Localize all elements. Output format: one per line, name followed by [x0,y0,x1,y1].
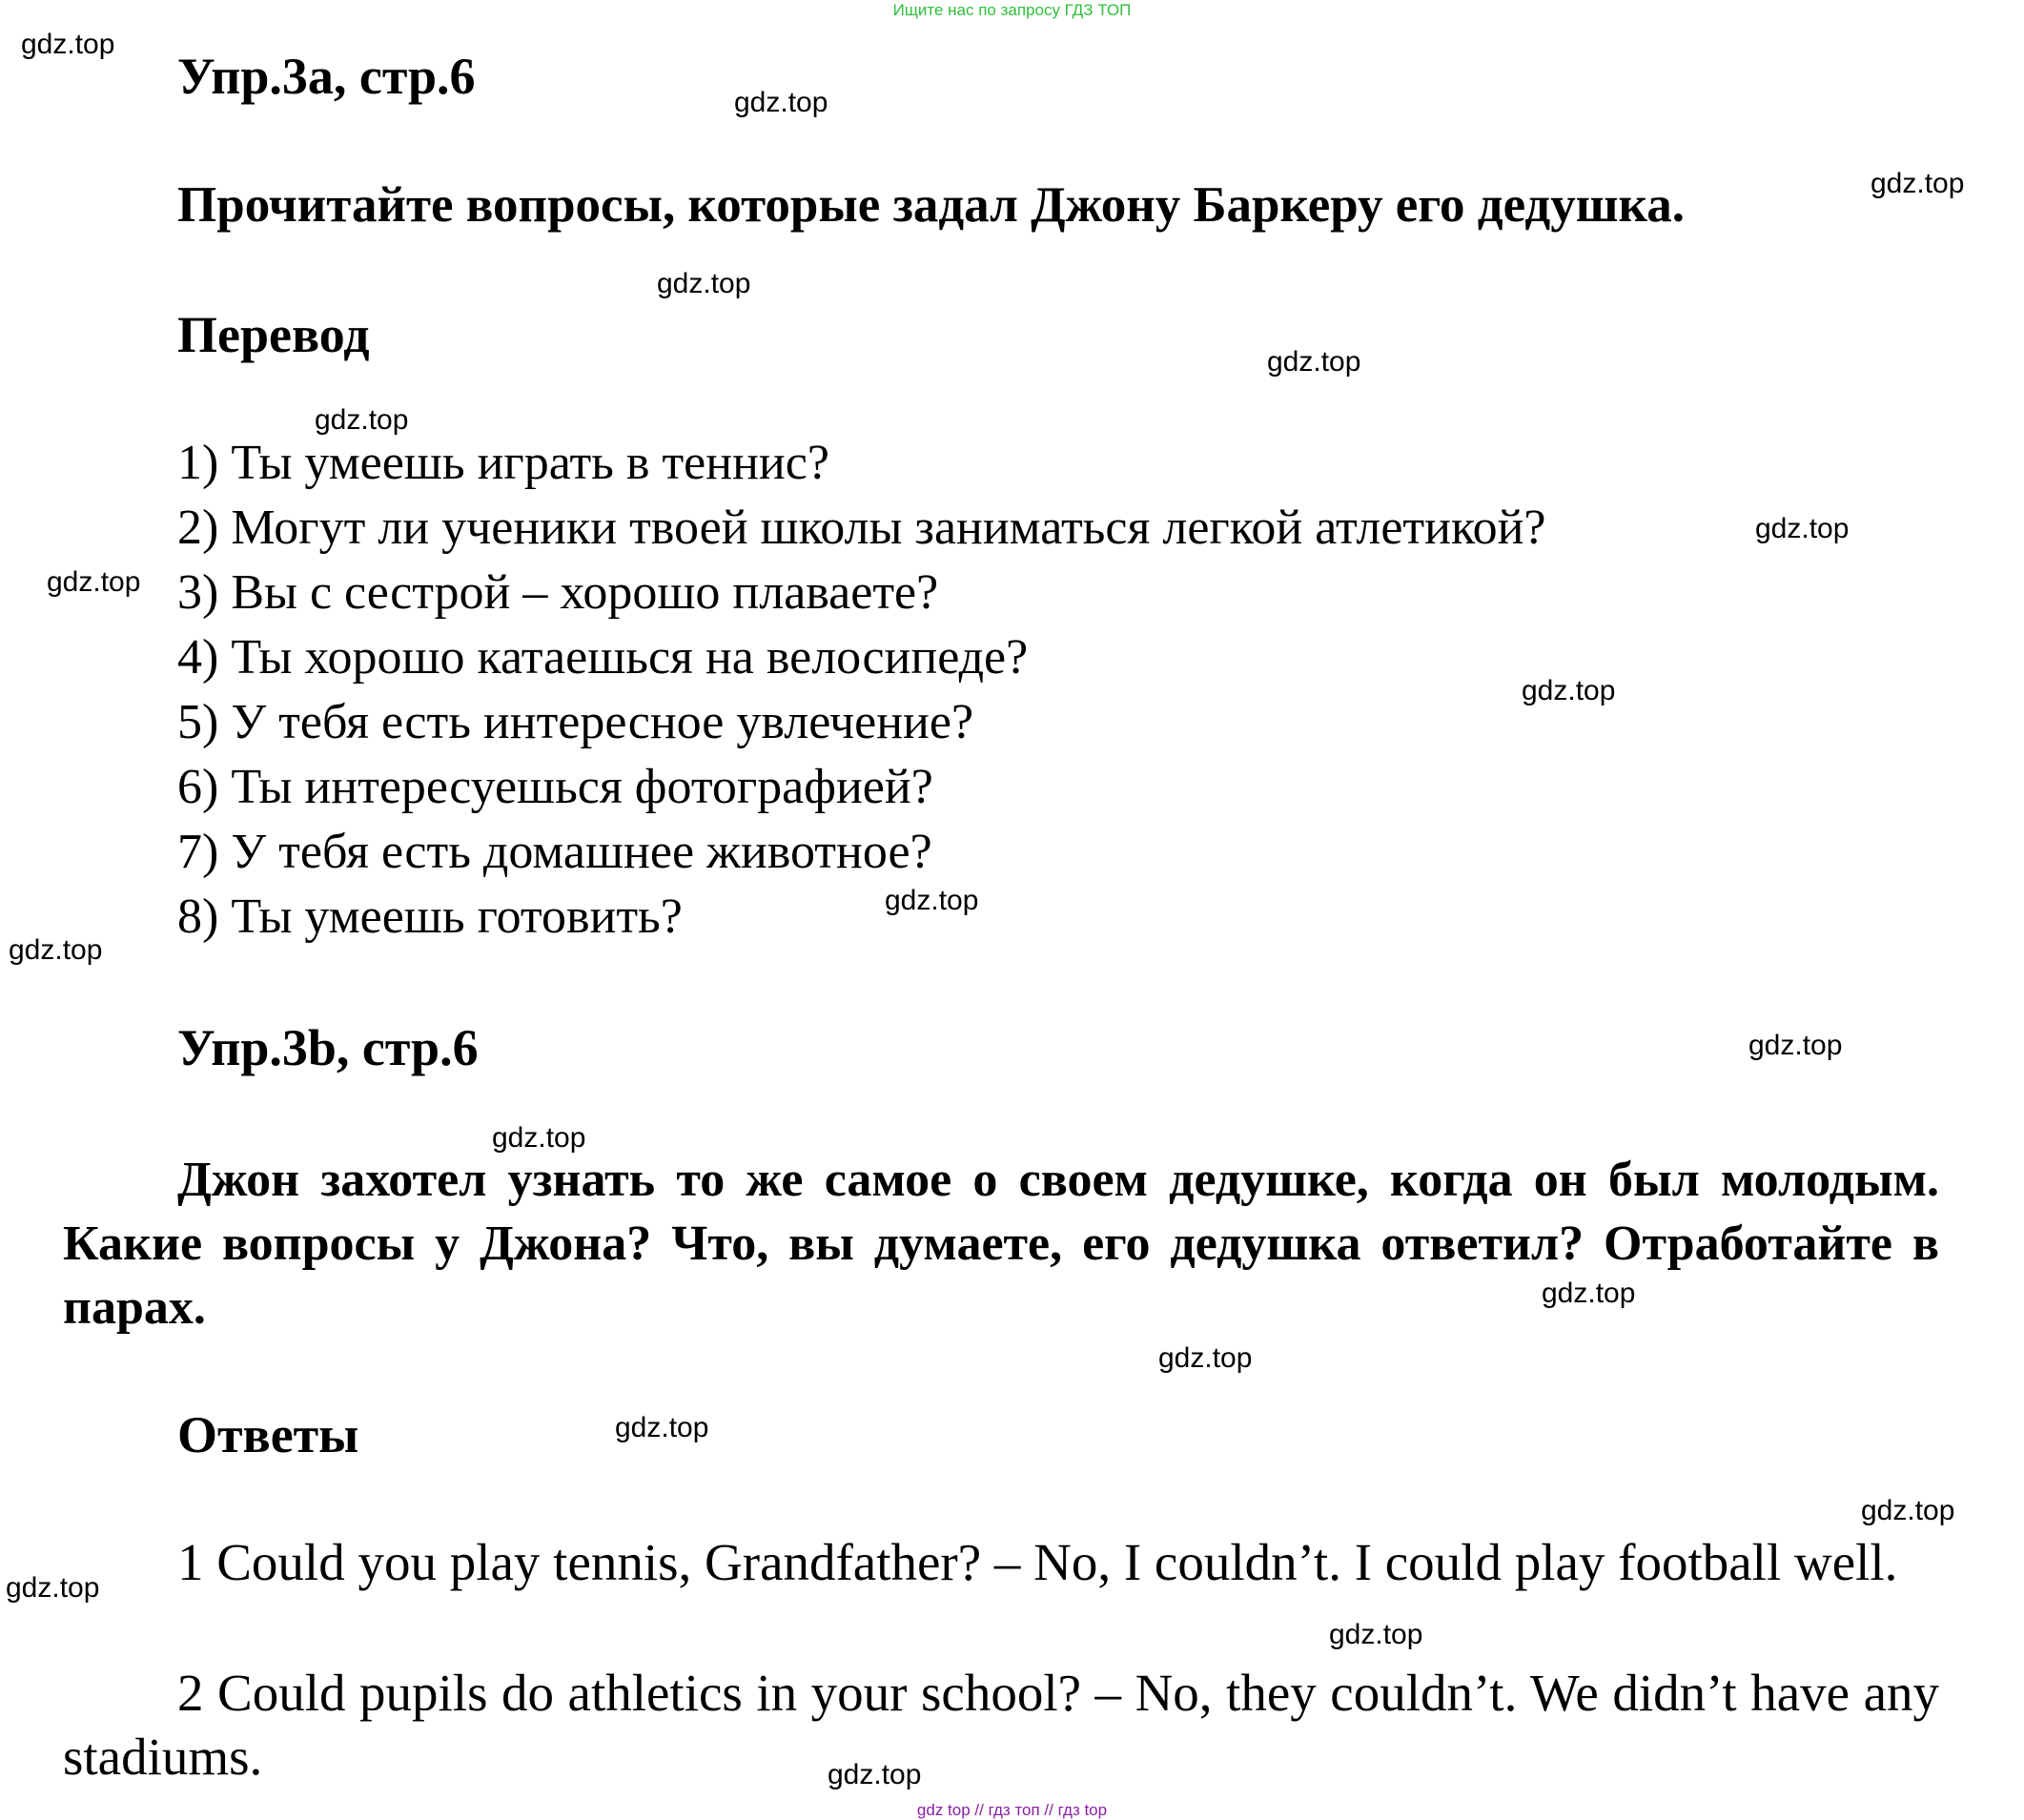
exercise-3b-instruction: Джон захотел узнать то же самое о своем дедушке, когда он был молодым. Какие вопросы у Джона? Что, вы думаете, его дедушка ответил? Отработайте в парах. [63,1153,1939,1335]
question-3: 3) Вы с сестрой – хорошо плаваете? [177,565,939,620]
watermark: gdz.top [885,885,979,916]
question-7: 7) У тебя есть домашнее животное? [177,825,932,879]
answer-1: 1 Could you play tennis, Grandfather? – No, I couldn’t. I could play football well. [177,1533,1898,1591]
watermark: gdz.top [315,404,409,436]
watermark: gdz.top [1861,1495,1955,1526]
watermark: gdz.top [1158,1342,1253,1374]
watermark: gdz.top [21,29,115,60]
question-5: 5) У тебя есть интересное увлечение? [177,695,974,749]
watermark: gdz.top [657,268,751,299]
watermark: gdz.top [1522,675,1616,706]
watermark: gdz.top [615,1412,709,1443]
question-6: 6) Ты интересуешься фотографией? [177,760,933,814]
bottom-banner: gdz top // гдз топ // гдз top [916,1801,1108,1819]
watermark: gdz.top [1748,1030,1843,1061]
watermark: gdz.top [1329,1619,1423,1650]
watermark: gdz.top [9,934,103,966]
exercise-3a-heading: Упр.3a, стр.6 [177,48,476,105]
watermark: gdz.top [6,1572,100,1604]
exercise-3b-heading: Упр.3b, стр.6 [177,1019,479,1076]
watermark: gdz.top [47,566,141,598]
watermark: gdz.top [1267,346,1361,378]
watermark: gdz.top [1755,513,1850,544]
watermark: gdz.top [734,87,828,118]
question-2: 2) Могут ли ученики твоей школы заниматься легкой атлетикой? [177,501,1546,555]
question-4: 4) Ты хорошо катаешься на велосипеде? [177,630,1029,685]
question-1: 1) Ты умеешь играть в теннис? [177,436,829,490]
watermark: gdz.top [828,1759,922,1790]
watermark: gdz.top [1871,168,1965,199]
watermark: gdz.top [1542,1278,1636,1309]
answers-heading: Ответы [177,1406,359,1463]
watermark: gdz.top [492,1122,586,1154]
question-8: 8) Ты умеешь готовить? [177,890,683,944]
translation-heading: Перевод [177,306,370,363]
answer-2: 2 Could pupils do athletics in your school? – No, they couldn’t. We didn’t have any stadiums. [63,1664,1939,1786]
exercise-3a-instruction: Прочитайте вопросы, которые задал Джону Баркеру его дедушка. [177,177,1685,233]
top-banner: Ищите нас по запросу ГДЗ ТОП [892,1,1132,19]
